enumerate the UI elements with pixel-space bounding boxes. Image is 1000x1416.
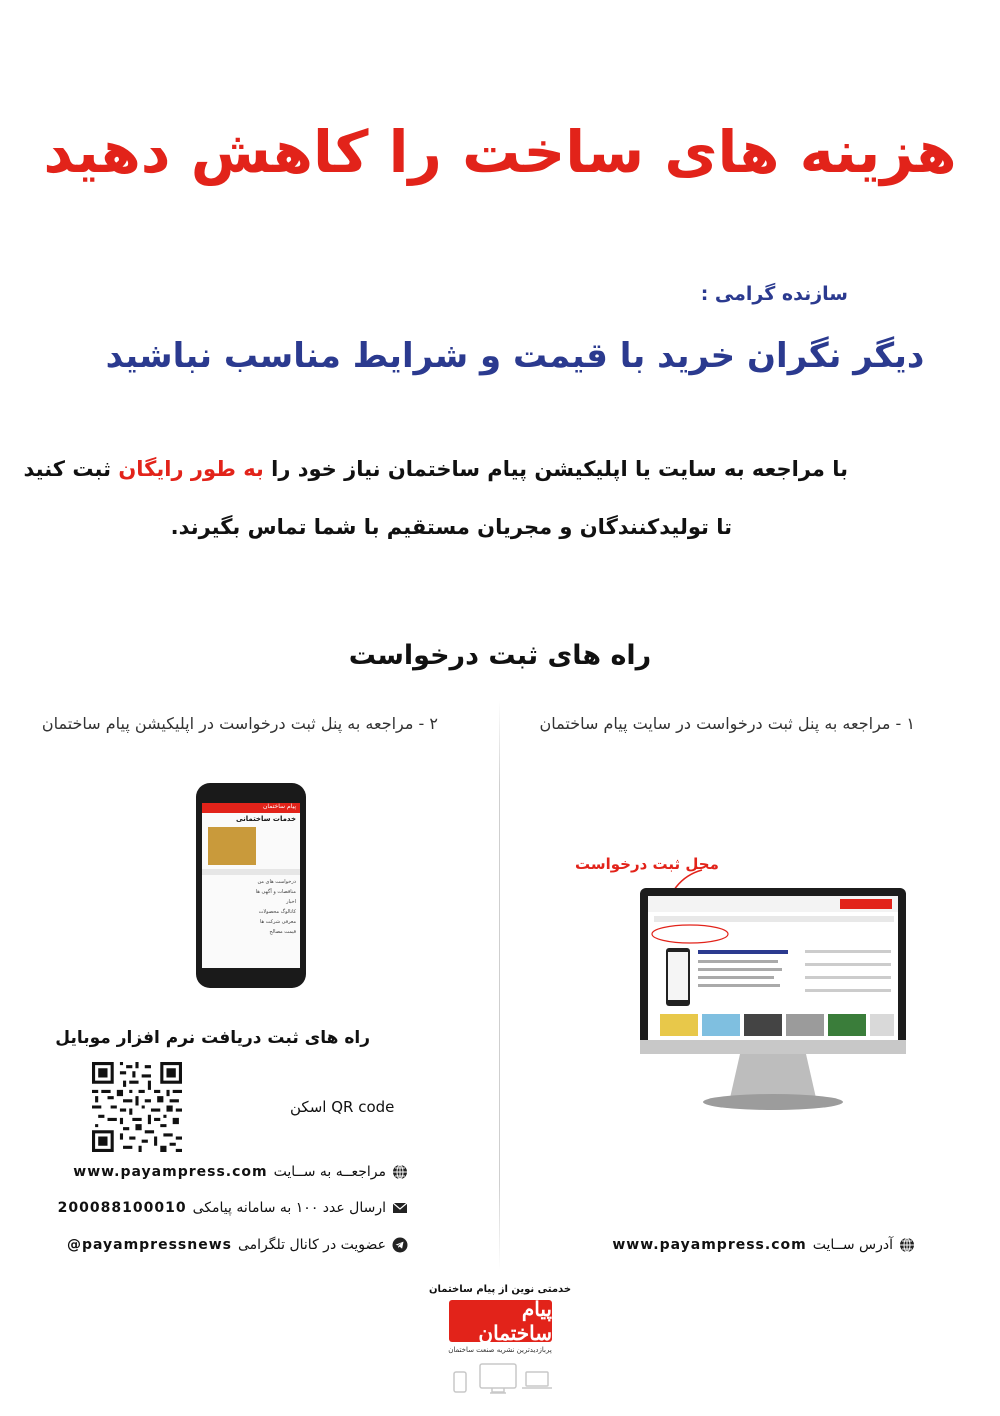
salutation: سازنده گرامی :	[700, 283, 848, 305]
sms-value: 200088100010	[57, 1200, 187, 1216]
body-line-1-part-1: با مراجعه به سایت یا اپلیکیشن پیام ساختمان نیاز خود را	[263, 457, 848, 481]
globe-icon	[392, 1164, 408, 1180]
footer-tagline: خدمتی نوین از پیام ساختمان	[428, 1284, 572, 1295]
qr-code[interactable]	[92, 1062, 182, 1152]
phone-menu	[208, 877, 296, 937]
website-value[interactable]: www.payampress.com	[73, 1164, 268, 1180]
site-address-value[interactable]: www.payampress.com	[612, 1237, 807, 1253]
logo-subtitle: پربازدیدترین نشریه صنعت ساختمان	[448, 1346, 552, 1354]
site-address-row[interactable]	[612, 1237, 915, 1253]
phone-menu-item: اخبار	[286, 899, 296, 905]
telegram-value[interactable]: @payampressnews	[66, 1237, 232, 1253]
free-highlight: به طور رایگان	[118, 457, 264, 481]
payam-logo: پیام ساختمان	[449, 1300, 552, 1342]
sms-label: ارسال عدد ۱۰۰ به سامانه پیامکی	[192, 1200, 386, 1216]
body-line-2: تا تولیدکنندگان و مجریان مستقیم با شما تماس بگیرند.	[170, 515, 732, 539]
subheadline: دیگر نگران خرید با قیمت و شرایط مناسب نباشید	[105, 336, 925, 376]
website-label: مراجعــه به ســایت	[273, 1164, 386, 1180]
phone-menu-item: قیمت مصالح	[269, 929, 296, 935]
callout-label: محل ثبت درخواست	[575, 855, 719, 873]
option-app-label: ۲ - مراجعه به پنل ثبت درخواست در اپلیکیشن پیام ساختمان	[41, 714, 438, 733]
body-line-1	[24, 457, 848, 481]
phone-menu-item: درخواست های من	[257, 879, 296, 885]
ways-title: راه های ثبت درخواست	[348, 640, 652, 671]
phone-illustration	[196, 783, 306, 988]
desktop-monitor-illustration	[640, 888, 906, 1118]
site-address-label: آدرس ســایت	[812, 1237, 893, 1253]
telegram-row[interactable]	[67, 1237, 408, 1253]
sms-row	[58, 1200, 408, 1216]
app-download-title: راه های ثبت دریافت نرم افزار موبایل	[55, 1028, 370, 1048]
globe-icon	[899, 1237, 915, 1253]
telegram-icon	[392, 1237, 408, 1253]
body-line-1-part-2: ثبت کنید	[23, 457, 119, 481]
headline: هزینه های ساخت را کاهش دهید	[43, 118, 957, 186]
phone-header: پیام ساختمان	[262, 803, 296, 810]
website-row[interactable]	[73, 1164, 408, 1180]
column-divider	[499, 700, 500, 1270]
phone-menu-item: کاتالوگ محصولات	[258, 909, 296, 915]
phone-menu-item: معرفی شرکت ها	[260, 919, 296, 925]
devices-icon	[446, 1360, 556, 1396]
phone-menu-item: مناقصات و آگهی ها	[255, 889, 296, 895]
envelope-icon	[392, 1200, 408, 1216]
telegram-label: عضویت در کانال تلگرامی	[237, 1237, 386, 1253]
qr-label: اسکن QR code	[290, 1098, 395, 1116]
phone-title: خدمات ساختمانی	[236, 815, 296, 823]
option-website-label: ۱ - مراجعه به پنل ثبت درخواست در سایت پیام ساختمان	[539, 714, 915, 733]
